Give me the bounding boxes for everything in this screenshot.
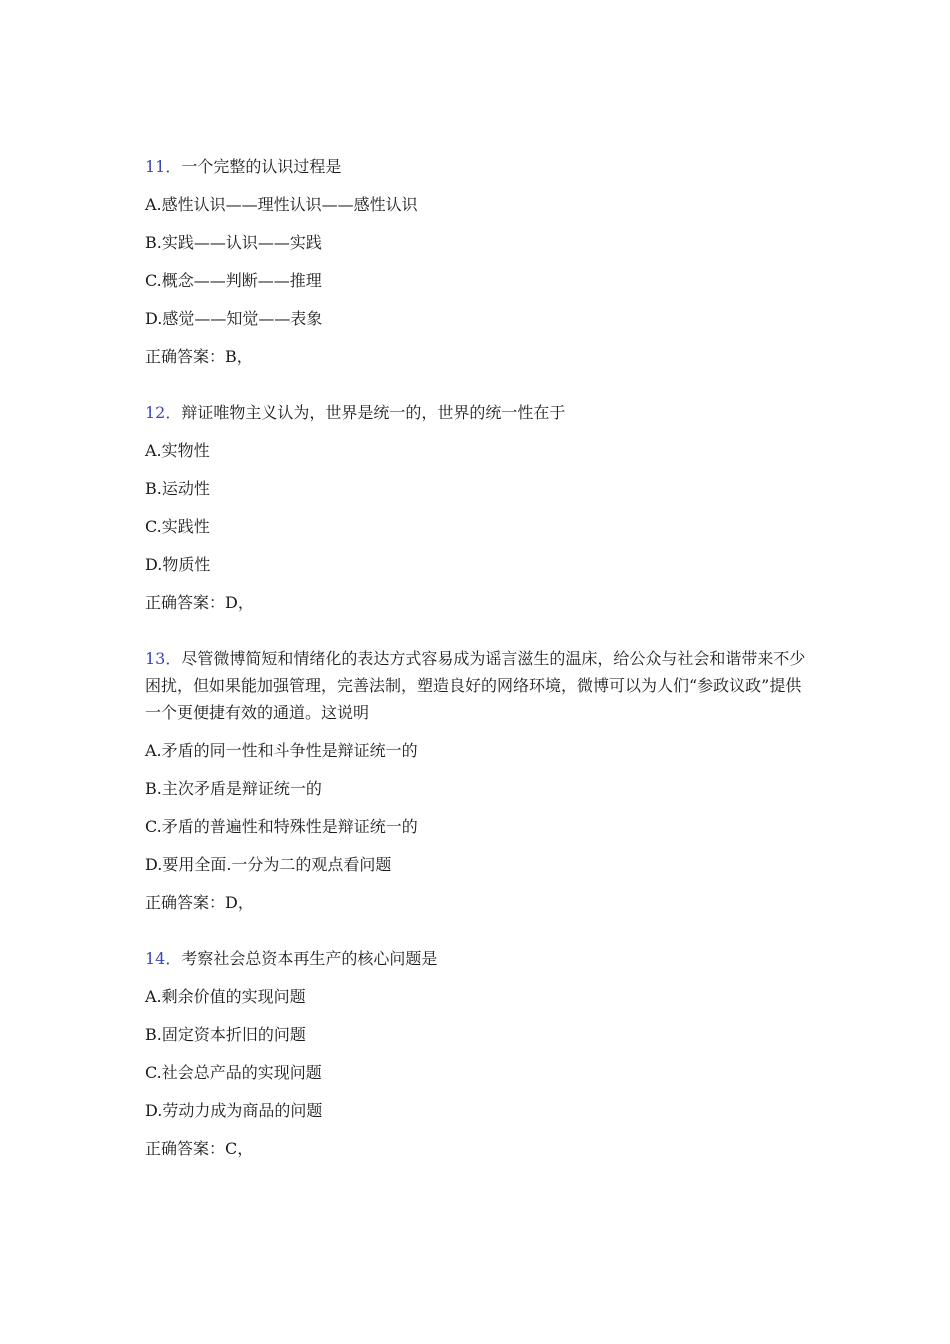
option-a: A.剩余价值的实现问题 — [145, 987, 306, 1006]
option-d: D.物质性 — [145, 555, 211, 574]
question-stem: 一个完整的认识过程是 — [181, 157, 342, 176]
correct-answer: 正确答案：D， — [145, 593, 254, 612]
option-d: D.劳动力成为商品的问题 — [145, 1101, 323, 1120]
question-number: 14． — [145, 949, 182, 968]
document-page — [145, 150, 815, 1188]
option-b: B.固定资本折旧的问题 — [145, 1025, 306, 1044]
option-b: B.实践——认识——实践 — [145, 233, 322, 252]
correct-answer: 正确答案：D， — [145, 893, 254, 912]
option-b: B.主次矛盾是辩证统一的 — [145, 779, 322, 798]
question-stem: 辩证唯物主义认为，世界是统一的，世界的统一性在于 — [181, 403, 566, 422]
option-b: B.运动性 — [145, 479, 210, 498]
question-title — [145, 942, 815, 972]
option-c: C.实践性 — [145, 517, 210, 536]
question-stem: 尽管微博简短和情绪化的表达方式容易成为谣言滋生的温床，给公众与社会和谐带来不少困扰，但如果能加强管理，完善法制，塑造良好的网络环境，微博可以为人们“参政议政”提供一个更便捷有效的通道。这说明 — [145, 649, 806, 722]
option-c: C.社会总产品的实现问题 — [145, 1063, 322, 1082]
question-title — [145, 642, 815, 726]
question-number: 13． — [145, 649, 182, 668]
option-c: C.概念——判断——推理 — [145, 271, 322, 290]
option-a: A.感性认识——理性认识——感性认识 — [145, 195, 418, 214]
option-d: D.感觉——知觉——表象 — [145, 309, 323, 328]
question-12 — [145, 396, 815, 616]
question-title — [145, 150, 815, 180]
option-a: A.矛盾的同一性和斗争性是辩证统一的 — [145, 741, 418, 760]
question-stem: 考察社会总资本再生产的核心问题是 — [181, 949, 438, 968]
question-13 — [145, 642, 815, 916]
correct-answer: 正确答案：C， — [145, 1139, 254, 1158]
question-11 — [145, 150, 815, 370]
correct-answer: 正确答案：B， — [145, 347, 253, 366]
option-a: A.实物性 — [145, 441, 210, 460]
question-title — [145, 396, 815, 426]
question-number: 11． — [145, 157, 182, 176]
option-c: C.矛盾的普遍性和特殊性是辩证统一的 — [145, 817, 418, 836]
option-d: D.要用全面.一分为二的观点看问题 — [145, 855, 392, 874]
question-14 — [145, 942, 815, 1162]
question-number: 12． — [145, 403, 182, 422]
